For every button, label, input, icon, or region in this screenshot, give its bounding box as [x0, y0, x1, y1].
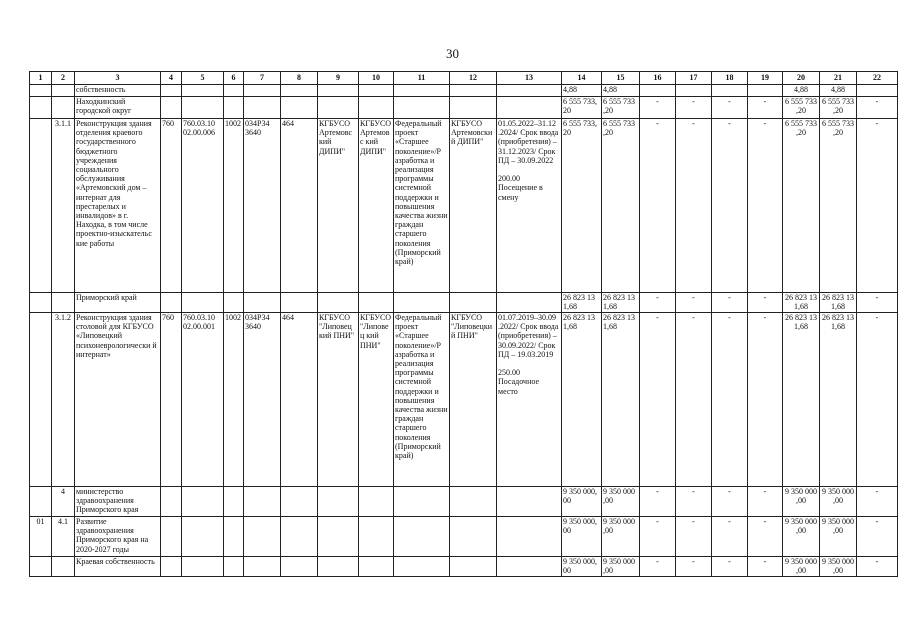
- table-cell: Федеральный проект «Старшее поколение»/Р азработка и реализация программы системной поддержки и повышения качества жизни граждан старшего поколения (Приморский край): [394, 119, 450, 293]
- table-cell: [224, 517, 244, 557]
- table-cell: 1002: [224, 119, 244, 293]
- table-cell: [497, 487, 562, 517]
- table-header-row: [30, 72, 898, 85]
- table-cell: [182, 293, 224, 313]
- table-cell: [182, 487, 224, 517]
- table-cell: -: [640, 557, 676, 577]
- table-cell: [30, 293, 52, 313]
- table-cell: [497, 85, 562, 97]
- table-cell: 6 555 733, 20: [562, 119, 602, 293]
- table-cell: -: [748, 293, 783, 313]
- table-cell: [318, 517, 359, 557]
- table-cell: -: [640, 97, 676, 119]
- table-cell: -: [712, 119, 748, 293]
- table-cell: -: [676, 487, 712, 517]
- table-cell: 9 350 000 ,00: [783, 517, 820, 557]
- table-cell: -: [640, 293, 676, 313]
- table-cell: [52, 85, 75, 97]
- table-cell: [161, 97, 182, 119]
- table-cell: -: [712, 293, 748, 313]
- table-cell: [394, 97, 450, 119]
- table-row: [30, 293, 898, 313]
- table-cell: КГБУСО "Липовецки й ПНИ": [450, 313, 497, 487]
- table-cell: 6 555 733 ,20: [783, 97, 820, 119]
- table-cell: 760.03.10 02.00.001: [182, 313, 224, 487]
- table-cell: [359, 85, 394, 97]
- table-cell: 6 555 733 ,20: [602, 97, 640, 119]
- table-cell: 4,88: [562, 85, 602, 97]
- table-cell: -: [857, 293, 898, 313]
- table-cell: 9 350 000 ,00: [783, 557, 820, 577]
- table-cell: [30, 557, 52, 577]
- table-cell: 9 350 000 ,00: [602, 487, 640, 517]
- table-cell: -: [748, 313, 783, 487]
- column-header: 5: [182, 72, 224, 85]
- table-cell: -: [676, 517, 712, 557]
- table-cell: -: [676, 119, 712, 293]
- table-cell: КГБУСО Артемовс кий ДИПИ": [318, 119, 359, 293]
- table-cell: [244, 557, 281, 577]
- column-header: 20: [783, 72, 820, 85]
- table-cell: [281, 557, 318, 577]
- table-cell: [450, 293, 497, 313]
- table-cell: [52, 557, 75, 577]
- table-cell: [182, 517, 224, 557]
- table-cell: -: [676, 557, 712, 577]
- table-cell: -: [857, 119, 898, 293]
- table-cell: -: [676, 293, 712, 313]
- table-cell: [30, 487, 52, 517]
- column-header: 2: [52, 72, 75, 85]
- table-cell: 1002: [224, 313, 244, 487]
- table-cell: [394, 487, 450, 517]
- table-cell: 760.03.10 02.00.006: [182, 119, 224, 293]
- column-header: 3: [75, 72, 161, 85]
- table-row: [30, 119, 898, 293]
- table-cell: [394, 85, 450, 97]
- table-cell: Находкинский городской округ: [75, 97, 161, 119]
- table-cell: Краевая собственность: [75, 557, 161, 577]
- column-header: 13: [497, 72, 562, 85]
- table-cell: [182, 557, 224, 577]
- table-cell: 26 823 13 1,68: [602, 293, 640, 313]
- table-cell: [359, 557, 394, 577]
- table-cell: 9 350 000 ,00: [820, 557, 857, 577]
- table-cell: 26 823 13 1,68: [602, 313, 640, 487]
- table-cell: 9 350 000, 00: [562, 517, 602, 557]
- table-cell: [497, 557, 562, 577]
- table-cell: [161, 557, 182, 577]
- table-cell: [161, 85, 182, 97]
- column-header: 21: [820, 72, 857, 85]
- table-cell: -: [857, 313, 898, 487]
- table-cell: [394, 517, 450, 557]
- column-header: 16: [640, 72, 676, 85]
- table-cell: [244, 517, 281, 557]
- table-cell: -: [748, 119, 783, 293]
- table-cell: [161, 487, 182, 517]
- table-cell: [224, 97, 244, 119]
- table-cell: Реконструкция здания столовой для КГБУСО «Липовецкий психоневрологически й интернат»: [75, 313, 161, 487]
- column-header: 8: [281, 72, 318, 85]
- table-cell: 9 350 000, 00: [562, 557, 602, 577]
- table-cell: -: [640, 487, 676, 517]
- table-cell: 6 555 733 ,20: [602, 119, 640, 293]
- table-cell: 9 350 000 ,00: [602, 557, 640, 577]
- table-cell: [244, 293, 281, 313]
- table-cell: -: [676, 313, 712, 487]
- table-cell: 4: [52, 487, 75, 517]
- table-cell: -: [857, 557, 898, 577]
- table-cell: -: [748, 517, 783, 557]
- table-cell: -: [712, 313, 748, 487]
- table-cell: 6 555 733 ,20: [820, 97, 857, 119]
- table-cell: [30, 85, 52, 97]
- column-header: 1: [30, 72, 52, 85]
- table-cell: 760: [161, 119, 182, 293]
- table-cell: [244, 487, 281, 517]
- table-cell: 26 823 13 1,68: [783, 293, 820, 313]
- table-row: [30, 85, 898, 97]
- table-cell: [318, 293, 359, 313]
- table-cell: -: [712, 557, 748, 577]
- table-row: [30, 487, 898, 517]
- column-header: 4: [161, 72, 182, 85]
- table-cell: [281, 85, 318, 97]
- table-cell: КГБУСО "Липовец кий ПНИ": [359, 313, 394, 487]
- table-cell: [359, 517, 394, 557]
- table-cell: [224, 85, 244, 97]
- table-cell: [281, 293, 318, 313]
- table-cell: 01: [30, 517, 52, 557]
- table-row: [30, 97, 898, 119]
- table-cell: [450, 97, 497, 119]
- table-cell: 760: [161, 313, 182, 487]
- table-cell: [359, 293, 394, 313]
- table-cell: [497, 517, 562, 557]
- table-cell: министерство здравоохранения Приморского края: [75, 487, 161, 517]
- table-cell: [52, 97, 75, 119]
- table-cell: -: [712, 487, 748, 517]
- table-cell: [244, 85, 281, 97]
- table-cell: 26 823 13 1,68: [562, 293, 602, 313]
- table-cell: [224, 557, 244, 577]
- table-cell: 034Р34 3640: [244, 313, 281, 487]
- table-cell: [857, 85, 898, 97]
- table-cell: КГБУСО "Липовец кий ПНИ": [318, 313, 359, 487]
- table-cell: [394, 293, 450, 313]
- table-cell: [712, 85, 748, 97]
- table-cell: 9 350 000, 00: [562, 487, 602, 517]
- table-cell: [394, 557, 450, 577]
- table-cell: 9 350 000 ,00: [820, 487, 857, 517]
- table-cell: 9 350 000 ,00: [820, 517, 857, 557]
- table-cell: [497, 293, 562, 313]
- table-cell: -: [748, 97, 783, 119]
- column-header: 19: [748, 72, 783, 85]
- table-cell: [30, 97, 52, 119]
- table-cell: [224, 487, 244, 517]
- table-cell: [450, 557, 497, 577]
- table-cell: 9 350 000 ,00: [602, 517, 640, 557]
- table-cell: -: [676, 97, 712, 119]
- table-cell: 464: [281, 119, 318, 293]
- column-header: 7: [244, 72, 281, 85]
- table-cell: -: [712, 517, 748, 557]
- table-cell: 01.05.2022–31.12 .2024/ Срок ввода (приобретения) – 31.12.2023/ Срок ПД – 30.09.2022 200.00 Посещение в смену: [497, 119, 562, 293]
- column-header: 6: [224, 72, 244, 85]
- table-cell: [30, 119, 52, 293]
- table-cell: 4,88: [783, 85, 820, 97]
- table-cell: [52, 293, 75, 313]
- table-cell: 01.07.2019–30.09 .2022/ Срок ввода (приобретения) – 30.09.2022/ Срок ПД – 19.03.2019 250.00 Посадочное место: [497, 313, 562, 487]
- table-cell: 26 823 13 1,68: [783, 313, 820, 487]
- table-cell: Федеральный проект «Старшее поколение»/Р азработка и реализация программы системной поддержки и повышения качества жизни граждан старшего поколения (Приморский край): [394, 313, 450, 487]
- table-cell: [30, 313, 52, 487]
- table-cell: -: [640, 517, 676, 557]
- table-cell: [497, 97, 562, 119]
- table-cell: [640, 85, 676, 97]
- table-cell: [318, 97, 359, 119]
- table-cell: 3.1.1: [52, 119, 75, 293]
- table-cell: -: [857, 97, 898, 119]
- column-header: 9: [318, 72, 359, 85]
- column-header: 22: [857, 72, 898, 85]
- table-cell: [182, 85, 224, 97]
- table-cell: 6 555 733, 20: [562, 97, 602, 119]
- table-cell: 26 823 13 1,68: [820, 313, 857, 487]
- table-cell: [450, 85, 497, 97]
- table-cell: [224, 293, 244, 313]
- column-header: 18: [712, 72, 748, 85]
- table-cell: [281, 517, 318, 557]
- page-number: 30: [446, 46, 459, 61]
- table-cell: 034Р34 3640: [244, 119, 281, 293]
- column-header: 15: [602, 72, 640, 85]
- table-cell: 4,88: [820, 85, 857, 97]
- column-header: 17: [676, 72, 712, 85]
- table-cell: 26 823 13 1,68: [820, 293, 857, 313]
- column-header: 10: [359, 72, 394, 85]
- table-cell: Реконструкция здания отделения краевого государственного бюджетного учреждения социального обслуживания «Артемовский дом – интернат для престарелых и инвалидов» в г. Находка, в том числе проектно-изыскательс кие работы: [75, 119, 161, 293]
- table-cell: КГБУСО Артемовски й ДИПИ": [450, 119, 497, 293]
- table-cell: 26 823 13 1,68: [562, 313, 602, 487]
- table-cell: -: [640, 119, 676, 293]
- table-cell: [318, 85, 359, 97]
- table-cell: [318, 487, 359, 517]
- budget-table: [29, 71, 898, 577]
- table-cell: [676, 85, 712, 97]
- table-cell: 4.1: [52, 517, 75, 557]
- table-cell: [244, 97, 281, 119]
- table-cell: [450, 517, 497, 557]
- table-cell: -: [857, 517, 898, 557]
- table-cell: [161, 293, 182, 313]
- table-cell: -: [748, 557, 783, 577]
- table-cell: [318, 557, 359, 577]
- table-cell: -: [748, 487, 783, 517]
- table-cell: 4,88: [602, 85, 640, 97]
- table-cell: [161, 517, 182, 557]
- table-cell: [359, 487, 394, 517]
- table-row: [30, 517, 898, 557]
- column-header: 12: [450, 72, 497, 85]
- table-cell: -: [712, 97, 748, 119]
- column-header: 14: [562, 72, 602, 85]
- table-cell: [748, 85, 783, 97]
- table-row: [30, 313, 898, 487]
- table-cell: [281, 487, 318, 517]
- table-cell: 9 350 000 ,00: [783, 487, 820, 517]
- table-cell: -: [857, 487, 898, 517]
- table-cell: [359, 97, 394, 119]
- table-body: [30, 72, 898, 577]
- table-cell: 6 555 733 ,20: [820, 119, 857, 293]
- table-cell: [182, 97, 224, 119]
- table-row: [30, 557, 898, 577]
- table-cell: 6 555 733 ,20: [783, 119, 820, 293]
- table-cell: 3.1.2: [52, 313, 75, 487]
- table-cell: -: [640, 313, 676, 487]
- table-cell: Развитие здравоохранения Приморского края на 2020-2027 годы: [75, 517, 161, 557]
- table-cell: 464: [281, 313, 318, 487]
- table-cell: [281, 97, 318, 119]
- column-header: 11: [394, 72, 450, 85]
- table-cell: КГБУСО Артемовс кий ДИПИ": [359, 119, 394, 293]
- table-cell: Приморский край: [75, 293, 161, 313]
- table-cell: [450, 487, 497, 517]
- table-cell: собственность: [75, 85, 161, 97]
